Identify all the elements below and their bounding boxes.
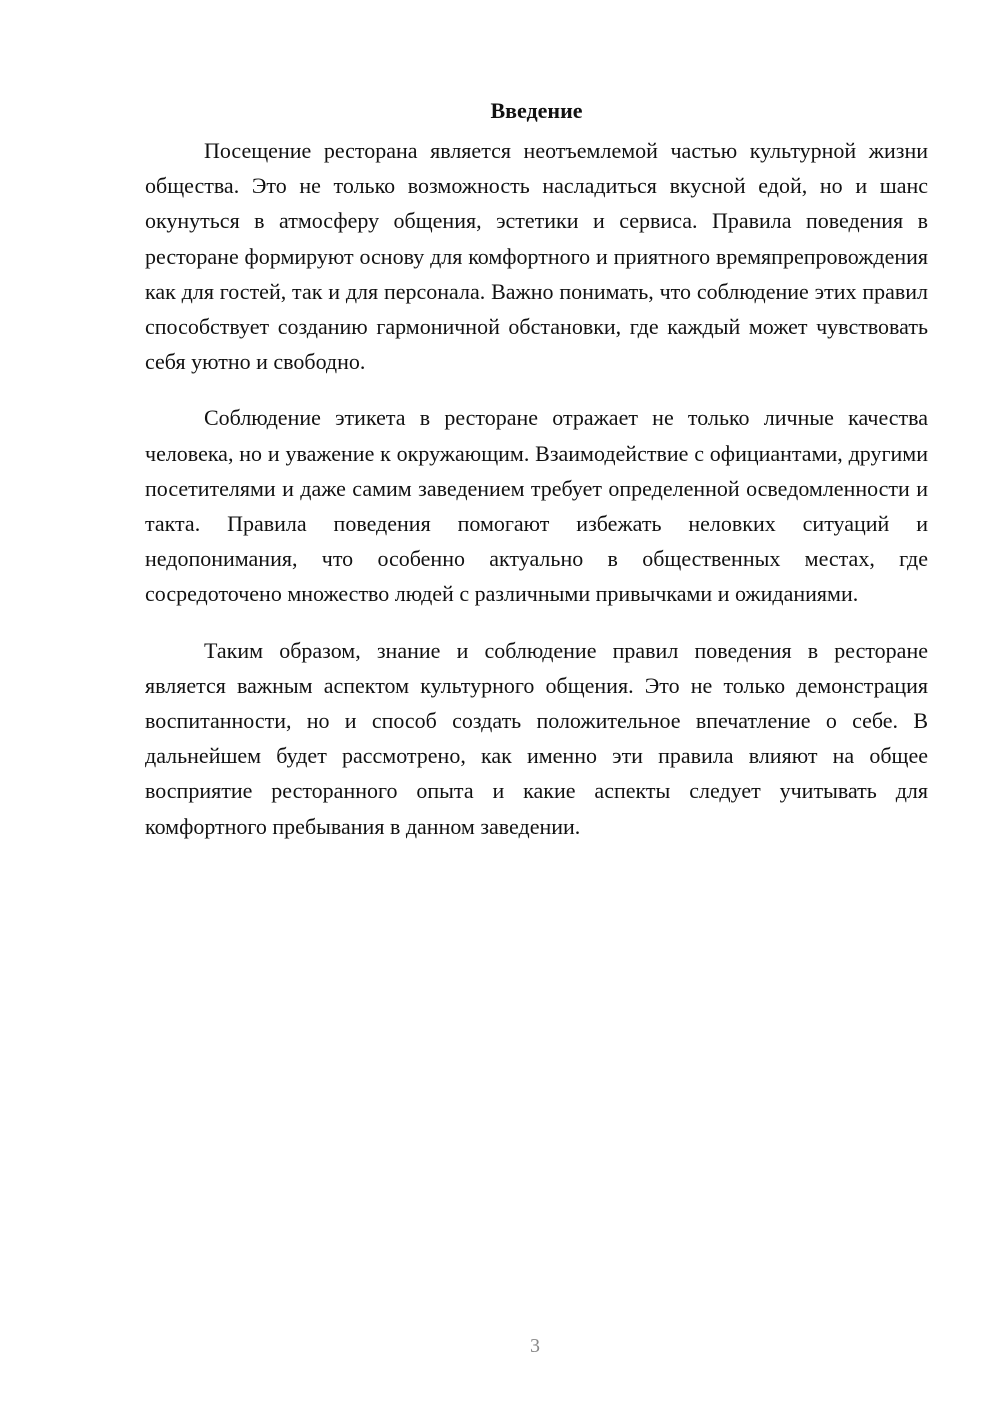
paragraph-3: Таким образом, знание и соблюдение правил поведения в ресторане является важным аспектом культурного общения. Это не только демонстрация воспитанности, но и способ создать положительное впечатление о себе. В дальнейшем будет рассмотрено, как именно эти правила влияют на общее восприятие ресторанного опыта и какие аспекты следует учитывать для комфортного пребывания в данном заведении. [145,637,928,839]
page-number: 3 [530,1335,540,1357]
paragraph-2: Соблюдение этикета в ресторане отражает не только личные качества человека, но и уважение к окружающим. Взаимодействие с официантами, другими посетителями и даже самим заведением требует определенной осведомленности и такта. Правила поведения помогают избежать неловких ситуаций и недопонимания, что особенно актуально в общественных местах, где сосредоточено множество людей с различными привычками и ожиданиями. [145,405,928,607]
section-title: Введение [490,98,583,123]
paragraph-1: Посещение ресторана является неотъемлемой частью культурной жизни общества. Это не только возможность насладиться вкусной едой, но и шанс окунуться в атмосферу общения, эстетики и сервиса. Правила поведения в ресторане формируют основу для комфортного и приятного времяпрепровождения как для гостей, так и для персонала. Важно понимать, что соблюдение этих правил способствует созданию гармоничной обстановки, где каждый может чувствовать себя уютно и свободно. [145,138,928,375]
page-content [145,96,928,844]
